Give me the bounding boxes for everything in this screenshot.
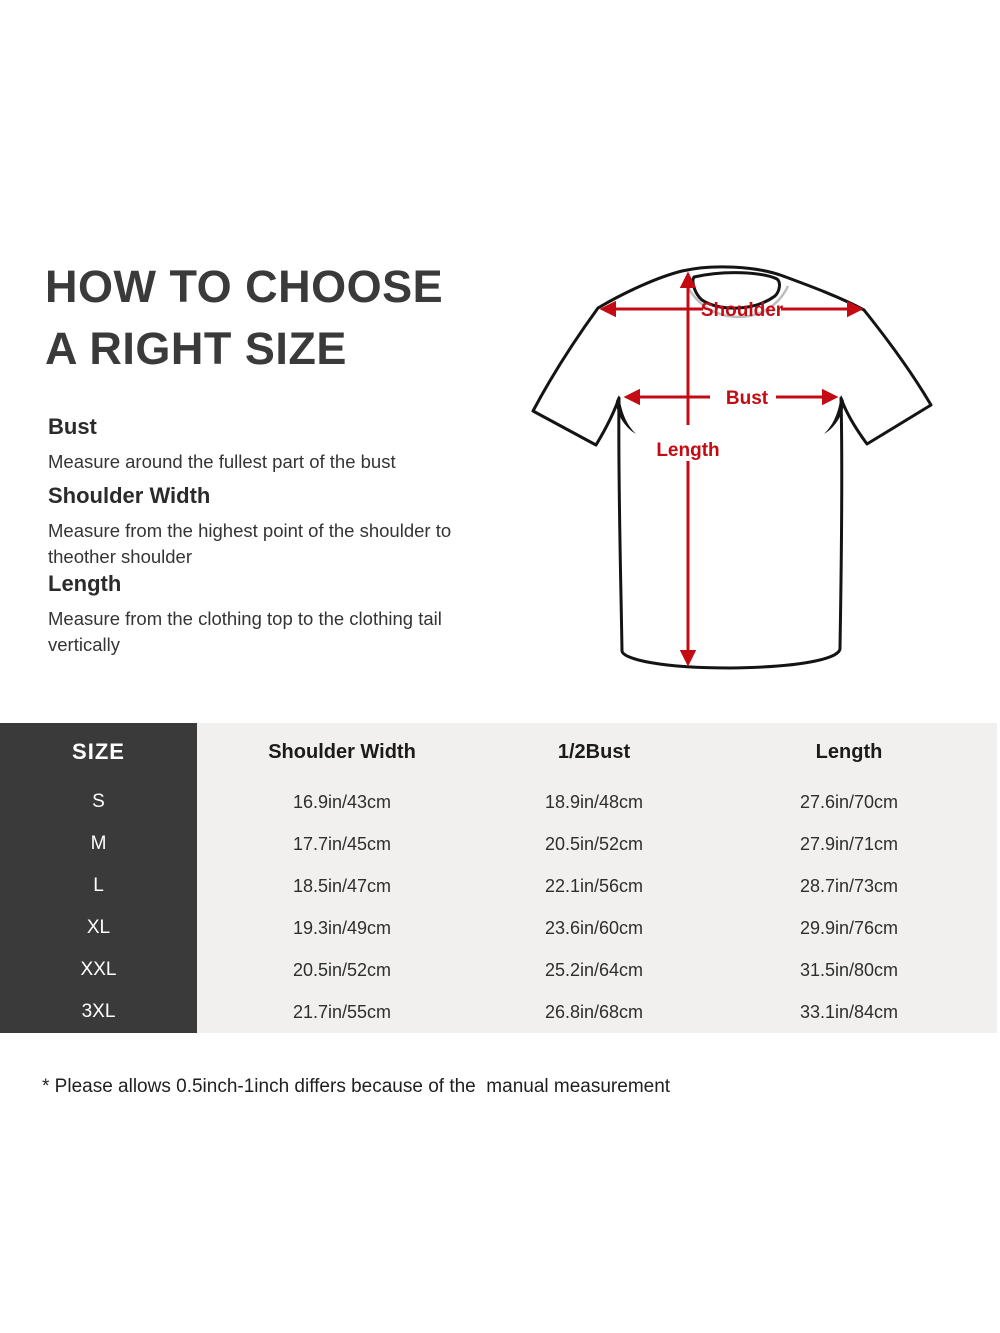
section-length-text: Measure from the clothing top to the clothing tail vertically [48,608,442,655]
size-cell-s: S [0,781,197,823]
shoulder-label: Shoulder [700,300,784,321]
value-cell: 33.1in/84cm [799,1001,899,1022]
value-cell: 29.9in/76cm [799,917,899,938]
value-cell: 19.3in/49cm [292,917,392,938]
value-cell: 27.9in/71cm [799,833,899,854]
page-title [45,256,443,380]
section-bust [48,414,488,475]
title-line-1: HOW TO CHOOSE [45,261,444,312]
size-table [0,723,997,1033]
value-cell: 31.5in/80cm [799,959,899,980]
tshirt-measurement-diagram [510,255,960,695]
size-cell-l: L [0,865,197,907]
value-cell: 21.7in/55cm [292,1001,392,1022]
value-cell: 20.5in/52cm [292,959,392,980]
size-cell-xl: XL [0,907,197,949]
value-cell: 25.2in/64cm [544,959,644,980]
size-cell-m: M [0,823,197,865]
value-cell: 20.5in/52cm [544,833,644,854]
value-cell: 26.8in/68cm [544,1001,644,1022]
table-header-size: SIZE [0,723,197,781]
size-cell-3xl: 3XL [0,991,197,1033]
value-cell: 22.1in/56cm [544,875,644,896]
length-label: Length [656,440,720,461]
table-header-shoulder-width: Shoulder Width [268,740,416,763]
section-length-heading: Length [48,571,122,596]
tshirt-outline [533,267,931,668]
section-bust-heading: Bust [48,414,97,439]
section-length [48,571,488,658]
section-shoulder-width [48,483,488,570]
title-line-2: A RIGHT SIZE [45,323,347,374]
table-header-length: Length [815,740,883,763]
size-cell-xxl: XXL [0,949,197,991]
table-header-half-bust: 1/2Bust [557,740,631,763]
value-cell: 17.7in/45cm [292,833,392,854]
tshirt-diagram-svg [510,255,960,695]
section-shoulder-heading: Shoulder Width [48,483,211,508]
value-cell: 18.9in/48cm [544,791,644,812]
value-cell: 18.5in/47cm [292,875,392,896]
measurement-disclaimer: * Please allows 0.5inch-1inch differs because of the manual measurement [42,1076,671,1097]
value-cell: 28.7in/73cm [799,875,899,896]
value-cell: 16.9in/43cm [292,791,392,812]
value-cell: 27.6in/70cm [799,791,899,812]
section-bust-text: Measure around the fullest part of the bust [48,451,396,472]
section-shoulder-text: Measure from the highest point of the shoulder to theother shoulder [48,520,452,567]
bust-label: Bust [725,388,769,409]
value-cell: 23.6in/60cm [544,917,644,938]
